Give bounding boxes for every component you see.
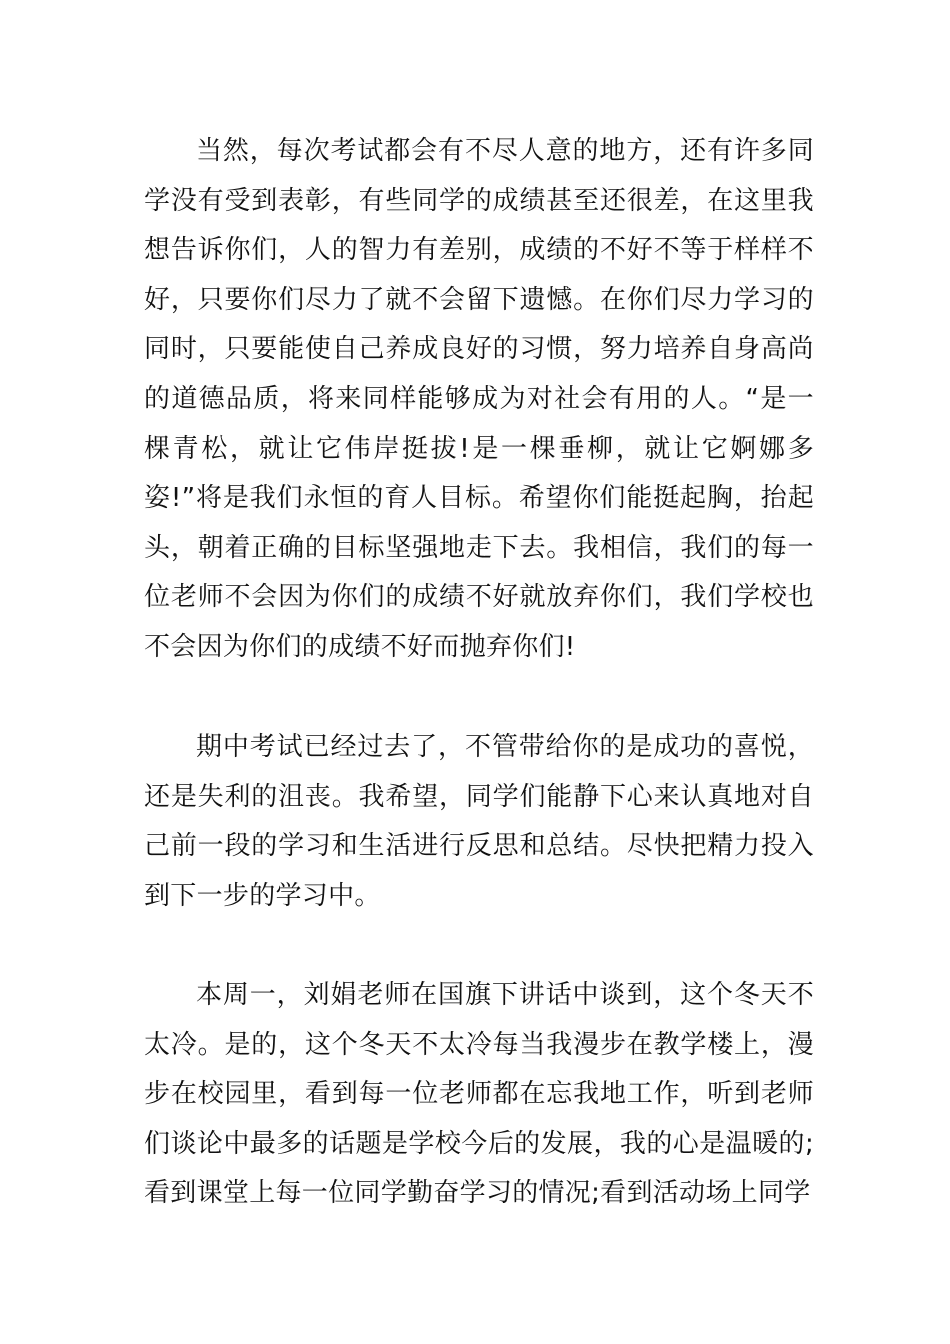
paragraph-exam-encouragement: 当然，每次考试都会有不尽人意的地方，还有许多同学没有受到表彰，有些同学的成绩甚至还很差，在这里我想告诉你们，人的智力有差别，成绩的不好不等于样样不好，只要你们尽力了就不会留下遗憾。在你们尽力学习的同时，只要能使自己养成良好的习惯，努力培养自身高尚的道德品质，将来同样能够成为对社会有用的人。“是一棵青松，就让它伟岸挺拔!是一棵垂柳，就让它婀娜多姿!”将是我们永恒的育人目标。希望你们能挺起胸，抬起头，朝着正确的目标坚强地走下去。我相信，我们的每一位老师不会因为你们的成绩不好就放弃你们，我们学校也不会因为你们的成绩不好而抛弃你们! [144, 136, 814, 662]
paragraph-warm-winter: 本周一，刘娟老师在国旗下讲话中谈到，这个冬天不太冷。是的，这个冬天不太冷每当我漫步在教学楼上，漫步在校园里，看到每一位老师都在忘我地工作，听到老师们谈论中最多的话题是学校今后的发展，我的心是温暖的;看到课堂上每一位同学勤奋学习的情况;看到活动场上同学 [144, 980, 814, 1209]
paragraph-midterm-reflection: 期中考试已经过去了，不管带给你的是成功的喜悦，还是失利的沮丧。我希望，同学们能静下心来认真地对自己前一段的学习和生活进行反思和总结。尽快把精力投入到下一步的学习中。 [144, 732, 814, 911]
